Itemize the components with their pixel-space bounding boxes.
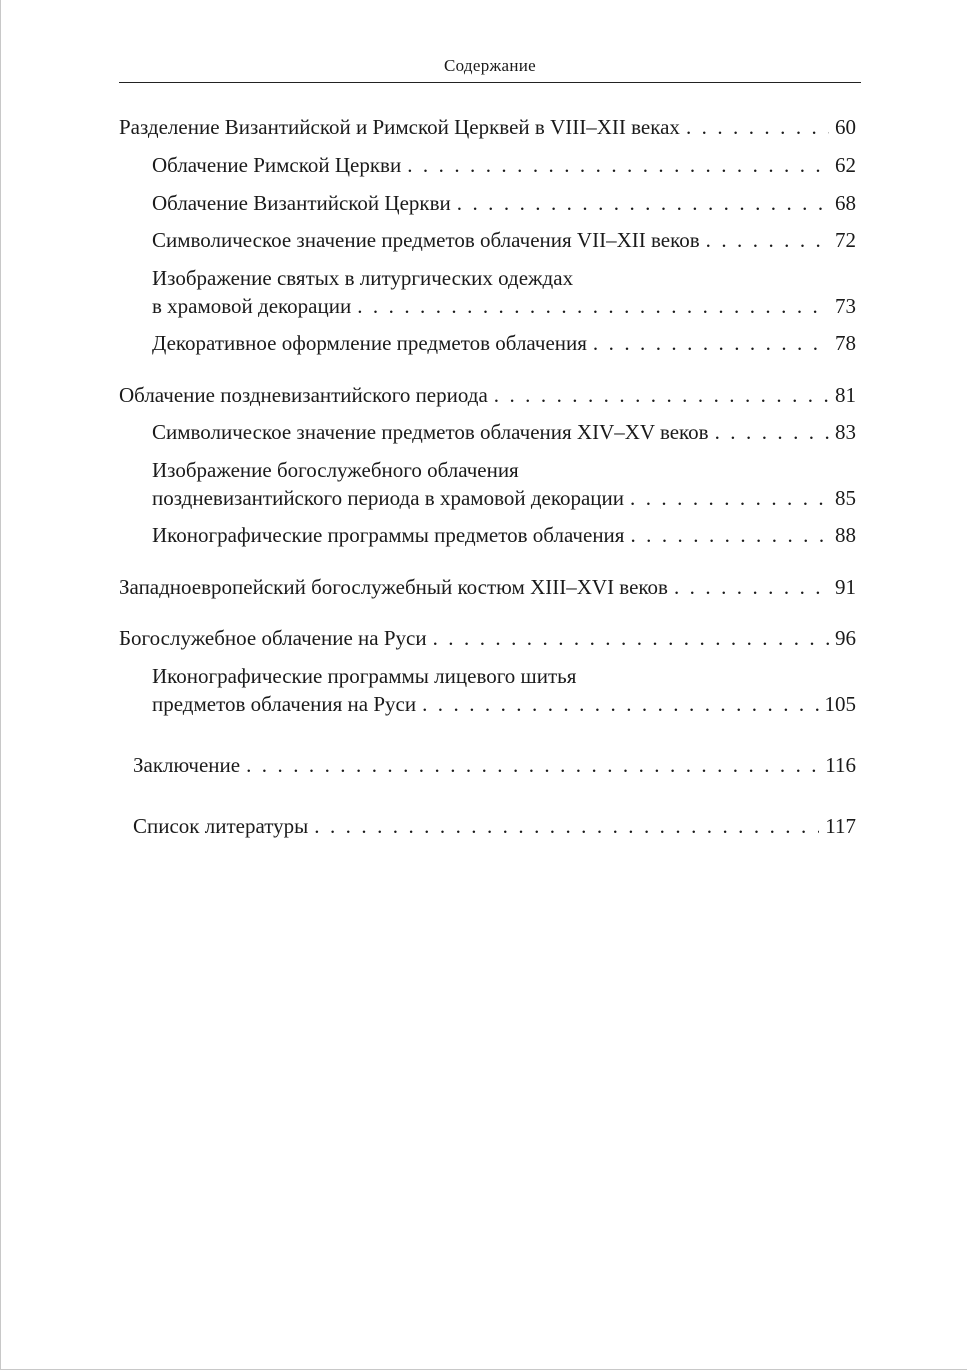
table-of-contents	[1, 0, 967, 1370]
toc-entry-title: Заключение	[133, 753, 241, 777]
toc-page-number: 85	[835, 486, 856, 510]
toc-page-number: 81	[835, 383, 856, 407]
leader-dots	[246, 751, 819, 779]
toc-entry-title: Символическое значение предметов облачения XIV–XV веков	[152, 420, 709, 444]
toc-entry-title: Декоративное оформление предметов облачения	[152, 331, 587, 355]
toc-page-number: 72	[835, 228, 856, 252]
toc-entry[interactable]	[152, 189, 856, 217]
toc-entry[interactable]	[152, 662, 856, 718]
toc-page-number: 91	[835, 575, 856, 599]
toc-entry-title: Облачение Византийской Церкви	[152, 191, 451, 215]
leader-dots	[422, 690, 818, 718]
toc-entry-title: Список литературы	[133, 814, 309, 838]
leader-dots	[706, 226, 829, 254]
leader-dots	[674, 573, 829, 601]
toc-page-number: 96	[835, 626, 856, 650]
toc-entry[interactable]	[152, 151, 856, 179]
toc-entry[interactable]	[152, 456, 856, 512]
toc-entry-title: в храмовой декорации	[152, 294, 352, 318]
toc-entry-title: Облачение поздневизантийского периода	[119, 383, 488, 407]
toc-entry[interactable]	[133, 751, 856, 779]
toc-page-number: 78	[835, 331, 856, 355]
toc-entry-title: Иконографические программы предметов облачения	[152, 523, 625, 547]
toc-entry-title-line1: Изображение богослужебного облачения	[152, 458, 519, 482]
toc-page-number: 73	[835, 294, 856, 318]
leader-dots	[593, 329, 829, 357]
leader-dots	[494, 381, 829, 409]
toc-page-number: 88	[835, 523, 856, 547]
toc-entry[interactable]	[152, 521, 856, 549]
leader-dots	[686, 113, 829, 141]
toc-entry-title: Облачение Римской Церкви	[152, 153, 402, 177]
toc-entry-title: Символическое значение предметов облачения VII–XII веков	[152, 228, 700, 252]
toc-entry-title-line1: Иконографические программы лицевого шитья	[152, 664, 577, 688]
leader-dots	[357, 292, 829, 320]
toc-page-number: 60	[835, 115, 856, 139]
toc-page-number: 105	[824, 692, 856, 716]
toc-entry-title-line1: Изображение святых в литургических одеждах	[152, 266, 574, 290]
toc-entry[interactable]	[119, 624, 856, 652]
toc-entry[interactable]	[119, 113, 856, 141]
toc-entry-title: Западноевропейский богослужебный костюм XIII–XVI веков	[119, 575, 668, 599]
toc-entry-title: Разделение Византийской и Римской Церквей в VIII–XII веках	[119, 115, 680, 139]
toc-entry[interactable]	[152, 418, 856, 446]
toc-entry[interactable]	[152, 329, 856, 357]
toc-entry[interactable]	[119, 381, 856, 409]
toc-page-number: 68	[835, 191, 856, 215]
toc-entry[interactable]	[152, 264, 856, 320]
toc-entry[interactable]	[133, 812, 856, 840]
toc-entry-title: предметов облачения на Руси	[152, 692, 417, 716]
toc-entry[interactable]	[119, 573, 856, 601]
leader-dots	[630, 521, 829, 549]
toc-page-number: 117	[825, 814, 856, 838]
leader-dots	[457, 189, 829, 217]
leader-dots	[433, 624, 829, 652]
toc-entry[interactable]	[152, 226, 856, 254]
leader-dots	[715, 418, 829, 446]
leader-dots	[630, 484, 829, 512]
running-header: Содержание	[443, 56, 537, 75]
leader-dots	[407, 151, 829, 179]
toc-entry-title: Богослужебное облачение на Руси	[119, 626, 427, 650]
toc-page-number: 116	[825, 753, 856, 777]
toc-entry-title: поздневизантийского периода в храмовой декорации	[152, 486, 625, 510]
toc-page-number: 62	[835, 153, 856, 177]
toc-page-number: 83	[835, 420, 856, 444]
leader-dots	[314, 812, 819, 840]
